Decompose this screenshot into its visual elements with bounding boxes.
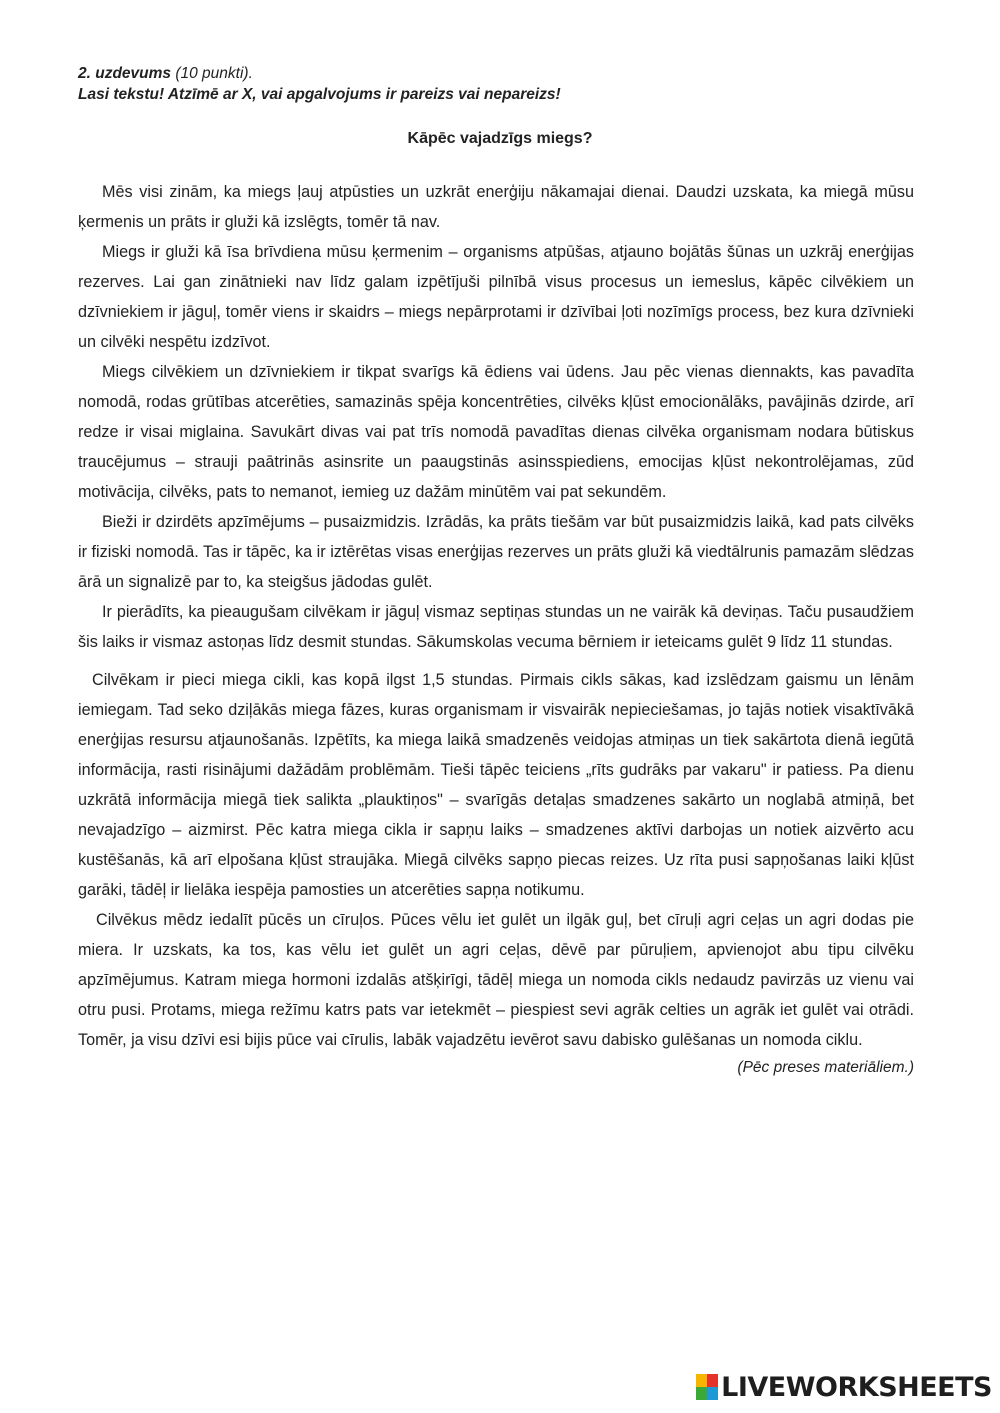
article-source: (Pēc preses materiāliem.) bbox=[737, 1059, 914, 1076]
article-paragraph: Cilvēkam ir pieci miega cikli, kas kopā ilgst 1,5 stundas. Pirmais cikls sākas, kad izslēdzam gaismu un lēnām iemiegam. Tad seko dziļākās miega fāzes, kuras organismam ir visvairāk nepieciešamas, jo tajās notiek visaktīvākā enerģijas resursu atjaunošanās. Izpētīts, ka miega laikā smadzenēs veidojas atmiņas un tiek sakārtota dienā iegūtā informācija, rasti risinājumi dažādām problēmām. Tieši tāpēc teiciens „rīts gudrāks par vakaru" ir patiess. Pa dienu uzkrātā informācija miegā tiek salikta „plauktiņos" – svarīgās detaļas smadzenes sakārto un noglabā atmiņā, bet nevajadzīgo – aizmirst. Pēc katra miega cikla ir sapņu laiks – smadzenes aktīvi darbojas un notiek aizvērto acu kustēšanās, kā arī elpošana kļūst straujāka. Miegā cilvēks sapņo piecas reizes. Uz rīta pusi sapņošanas laiki kļūst garāki, tādēļ ir lielāka iespēja pamosties un atcerēties sapņa notikumu. bbox=[78, 671, 914, 899]
article-paragraph: Mēs visi zinām, ka miegs ļauj atpūsties un uzkrāt enerģiju nākamajai dienai. Daudzi uzskata, ka miegā mūsu ķermenis un prāts ir gluži kā izslēgts, tomēr tā nav. bbox=[78, 183, 914, 231]
article-body bbox=[78, 177, 914, 1079]
article-paragraph: Miegs cilvēkiem un dzīvniekiem ir tikpat svarīgs kā ēdiens vai ūdens. Jau pēc vienas diennakts, kas pavadīta nomodā, rodas grūtības atcerēties, samazinās spēja koncentrēties, cilvēks kļūst emocionālāks, pavājinās dzirde, arī redze ir visai miglaina. Savukārt divas vai pat trīs nomodā pavadītas dienas cilvēka organismam nodara būtiskus traucējumus – strauji paātrinās asinsrite un paaugstinās asinsspiediens, emocijas kļūst nekontrolējamas, zūd motivācija, cilvēks, pats to nemanot, iemieg uz dažām minūtēm vai pat sekundēm. bbox=[78, 363, 914, 501]
badge-square-red bbox=[707, 1374, 718, 1387]
article-paragraph: Miegs ir gluži kā īsa brīvdiena mūsu ķermenim – organisms atpūšas, atjauno bojātās šūnas un uzkrāj enerģijas rezerves. Lai gan zinātnieki nav līdz galam izpētījuši pilnībā visus procesus un iemeslus, kāpēc cilvēkiem un dzīvniekiem ir jāguļ, tomēr viens ir skaidrs – miegs nepārprotami ir dzīvībai ļoti nozīmīgs process, bez kura dzīvnieki un cilvēki nespētu izdzīvot. bbox=[78, 243, 914, 351]
liveworksheets-badge-icon bbox=[696, 1374, 718, 1400]
badge-square-blue bbox=[707, 1387, 718, 1400]
article-title: Kāpēc vajadzīgs miegs? bbox=[407, 130, 593, 147]
task-header bbox=[78, 63, 918, 105]
article-paragraph: Bieži ir dzirdēts apzīmējums – pusaizmidzis. Izrādās, ka prāts tiešām var būt pusaizmidzis laikā, kad pats cilvēks ir fiziski nomodā. Tas ir tāpēc, ka ir iztērētas visas enerģijas rezerves un prāts gluži kā viedtālrunis pamazām slēdzas ārā un signalizē par to, ka steigšus jādodas gulēt. bbox=[78, 513, 914, 591]
article-paragraph: Cilvēkus mēdz iedalīt pūcēs un cīruļos. Pūces vēlu iet gulēt un ilgāk guļ, bet cīruļi agri ceļas un agri dodas pie miera. Ir uzskats, ka tos, kas vēlu iet gulēt un agri ceļas, dēvē par pūruļiem, apvienojot abu tipu cilvēku apzīmējumus. Katram miega hormoni izdalās atšķirīgi, tādēļ miega un nomoda cikls nedaudz pavirzās uz vienu vai otru pusi. Protams, miega režīmu katrs pats var ietekmēt – piespiest sevi agrāk celties un agrāk iet gulēt vai otrādi. Tomēr, ja visu dzīvi esi bijis pūce vai cīrulis, labāk vajadzētu ievērot savu dabisko gulēšanas un nomoda ciklu. bbox=[78, 911, 914, 1049]
liveworksheets-brand-text: LIVEWORKSHEETS bbox=[721, 1371, 992, 1403]
badge-square-green bbox=[696, 1387, 707, 1400]
badge-square-yellow bbox=[696, 1374, 707, 1387]
article-paragraph: Ir pierādīts, ka pieaugušam cilvēkam ir jāguļ vismaz septiņas stundas un ne vairāk kā deviņas. Taču pusaudžiem šis laiks ir vismaz astoņas līdz desmit stundas. Sākumskolas vecuma bērniem ir ieteicams gulēt 9 līdz 11 stundas. bbox=[78, 603, 914, 651]
task-number bbox=[78, 63, 918, 84]
task-instruction: Lasi tekstu! Atzīmē ar X, vai apgalvojums ir pareizs vai nepareizs! bbox=[78, 86, 561, 103]
liveworksheets-logo[interactable] bbox=[696, 1367, 992, 1407]
task-label: 2. uzdevums bbox=[78, 65, 172, 82]
task-points: (10 punkti). bbox=[175, 65, 253, 82]
